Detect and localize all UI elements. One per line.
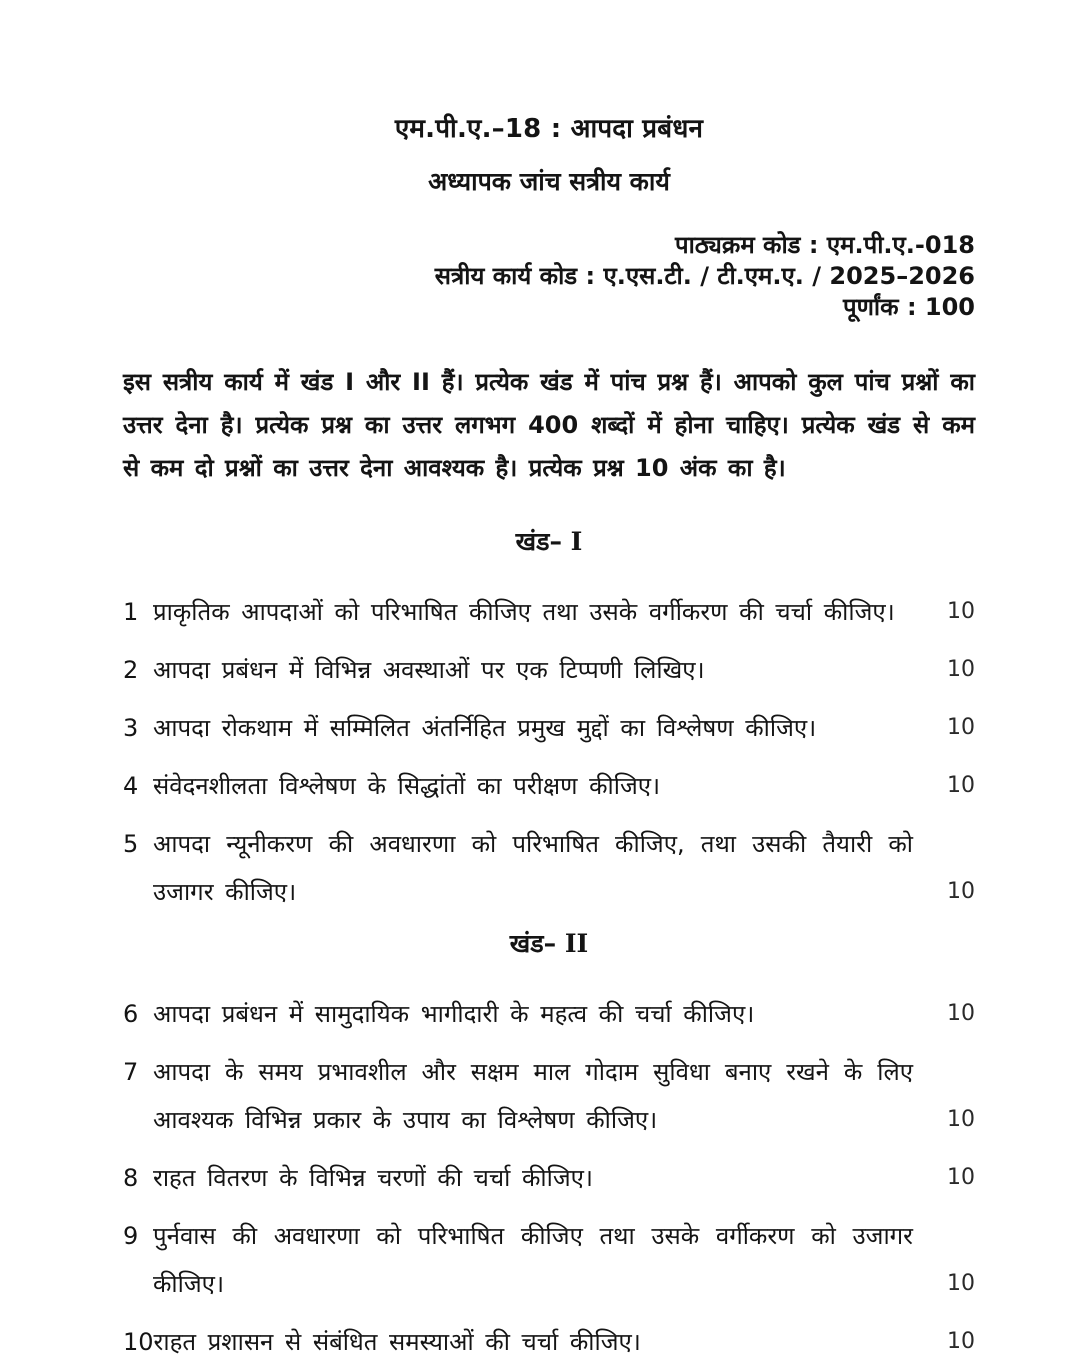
code-block: [123, 230, 975, 323]
section-2-heading-numeral: II: [564, 929, 589, 958]
assignment-code-line: सत्रीय कार्य कोड : ए.एस.टी. / टी.एम.ए. / 2025–2026: [434, 262, 975, 290]
question-10-number: 10: [123, 1328, 154, 1356]
question-1-marks: 10: [947, 599, 975, 624]
question-3-marks: 10: [947, 715, 975, 740]
question-5-number: 5: [123, 830, 139, 858]
question-7-number: 7: [123, 1058, 139, 1086]
question-5-marks: 10: [947, 879, 975, 904]
question-7-text: आपदा के समय प्रभावशील और सक्षम माल गोदाम सुविधा बनाए रखने के लिए आवश्यक विभिन्न प्रकार के उपाय का विश्लेषण कीजिए।: [153, 1058, 913, 1134]
question-3: [123, 704, 975, 752]
question-9-number: 9: [123, 1222, 139, 1250]
question-8-marks: 10: [947, 1165, 975, 1190]
question-9-marks: 10: [947, 1271, 975, 1296]
question-1-number: 1: [123, 598, 139, 626]
question-4-marks: 10: [947, 773, 975, 798]
question-2-text: आपदा प्रबंधन में विभिन्न अवस्थाओं पर एक टिप्पणी लिखिए।: [153, 656, 705, 684]
question-8-text: राहत वितरण के विभिन्न चरणों की चर्चा कीजिए।: [153, 1164, 594, 1192]
question-8: [123, 1154, 975, 1202]
section-2-heading-prefix: खंड–: [509, 929, 557, 958]
question-6-number: 6: [123, 1000, 139, 1028]
question-1-text: प्राकृतिक आपदाओं को परिभाषित कीजिए तथा उसके वर्गीकरण की चर्चा कीजिए।: [153, 598, 895, 626]
section-1-heading: [123, 524, 975, 558]
question-5-text: आपदा न्यूनीकरण की अवधारणा को परिभाषित कीजिए, तथा उसकी तैयारी को उजागर कीजिए।: [153, 830, 913, 906]
question-4: [123, 762, 975, 810]
question-10: [123, 1318, 975, 1362]
question-4-number: 4: [123, 772, 139, 800]
section-2-heading: [123, 926, 975, 960]
question-5: [123, 820, 975, 916]
question-4-text: संवेदनशीलता विश्लेषण के सिद्धांतों का परीक्षण कीजिए।: [153, 772, 661, 800]
page-subtitle: अध्यापक जांच सत्रीय कार्य: [428, 167, 670, 196]
section-1-heading-prefix: खंड–: [515, 527, 562, 556]
question-3-text: आपदा रोकथाम में सम्मिलित अंतर्निहित प्रमुख मुद्दों का विश्लेषण कीजिए।: [153, 714, 817, 742]
question-2-number: 2: [123, 656, 139, 684]
question-6-marks: 10: [947, 1001, 975, 1026]
course-code-line: पाठ्यक्रम कोड : एम.पी.ए.-018: [674, 231, 975, 259]
question-2: [123, 646, 975, 694]
question-3-number: 3: [123, 714, 139, 742]
page-title: एम.पी.ए.–18 : आपदा प्रबंधन: [394, 114, 704, 144]
question-7-marks: 10: [947, 1107, 975, 1132]
question-6: [123, 990, 975, 1038]
question-9-text: पुर्नवास की अवधारणा को परिभाषित कीजिए तथा उसके वर्गीकरण को उजागर कीजिए।: [153, 1222, 913, 1298]
max-marks-line: पूर्णांक : 100: [842, 293, 975, 321]
question-10-text: राहत प्रशासन से संबंधित समस्याओं की चर्चा कीजिए।: [153, 1328, 641, 1356]
question-9: [123, 1212, 975, 1308]
question-8-number: 8: [123, 1164, 139, 1192]
question-2-marks: 10: [947, 657, 975, 682]
instructions-paragraph: इस सत्रीय कार्य में खंड I और II हैं। प्रत्येक खंड में पांच प्रश्न हैं। आपको कुल पांच प्रश्नों का उत्तर देना है। प्रत्येक प्रश्न का उत्तर लगभग 400 शब्दों में होना चाहिए। प्रत्येक खंड से कम से कम दो प्रश्नों का उत्तर देना आवश्यक है। प्रत्येक प्रश्न 10 अंक का है।: [123, 368, 975, 482]
question-6-text: आपदा प्रबंधन में सामुदायिक भागीदारी के महत्व की चर्चा कीजिए।: [153, 1000, 755, 1028]
question-10-marks: 10: [947, 1329, 975, 1354]
question-7: [123, 1048, 975, 1144]
section-1-heading-numeral: I: [570, 527, 583, 556]
question-1: [123, 588, 975, 636]
